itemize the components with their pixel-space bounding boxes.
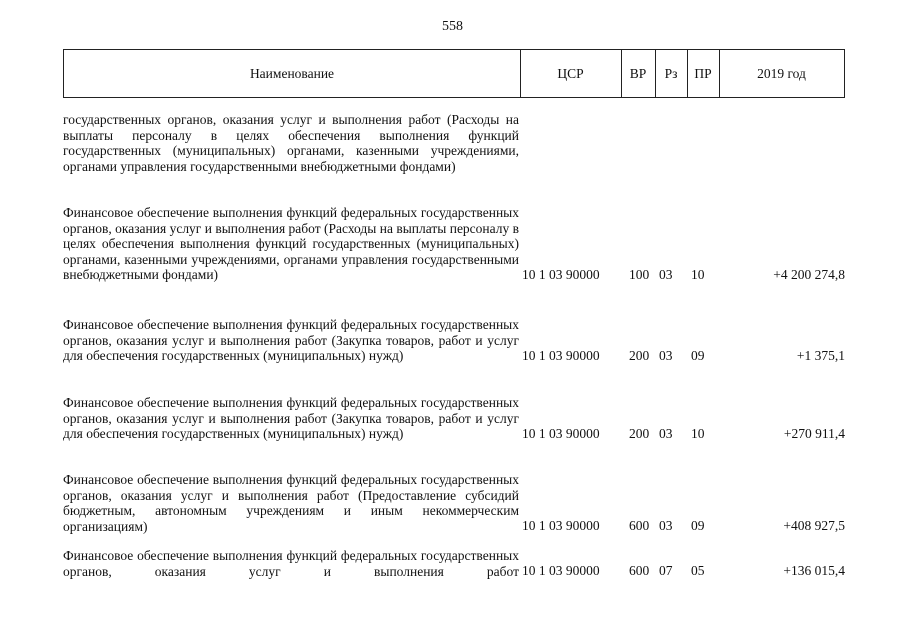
- row-vr: 200: [629, 425, 650, 441]
- row-name: Финансовое обеспечение выполнения функций федеральных государственных органов, оказания услуг и выполнения работ: [63, 548, 519, 579]
- row-name: государственных органов, оказания услуг и выполнения работ (Расходы на выплаты персоналу в целях обеспечения выполнения функций государственных (муниципальных) органами, казенными учреждениями, органами управления государственными внебюджетными фондами): [63, 112, 519, 174]
- header-name: Наименование: [249, 66, 335, 81]
- row-rz: 07: [659, 563, 673, 579]
- row-csr: 10 1 03 90000: [522, 266, 600, 282]
- table-row: [63, 472, 845, 534]
- row-csr: 10 1 03 90000: [522, 425, 600, 441]
- row-vr: 600: [629, 518, 650, 534]
- row-vr: 100: [629, 266, 650, 282]
- row-rz: 03: [659, 347, 673, 363]
- row-name: Финансовое обеспечение выполнения функций федеральных государственных органов, оказания услуг и выполнения работ (Предоставление субсидий бюджетным, автономным учреждениям и иным некоммерческим организациям): [63, 472, 519, 534]
- header-pr: ПР: [694, 66, 712, 81]
- table-row: [63, 205, 845, 283]
- header-rz: Рз: [664, 66, 678, 81]
- table-row: [63, 112, 845, 174]
- row-csr: 10 1 03 90000: [522, 518, 600, 534]
- row-csr: 10 1 03 90000: [522, 347, 600, 363]
- row-amount: +4 200 274,8: [773, 266, 845, 282]
- row-vr: 200: [629, 347, 650, 363]
- header-year: 2019 год: [757, 66, 806, 81]
- row-amount: +136 015,4: [783, 563, 845, 579]
- page-number: 558: [442, 19, 463, 34]
- row-name: Финансовое обеспечение выполнения функций федеральных государственных органов, оказания услуг и выполнения работ (Закупка товаров, работ и услуг для обеспечения государственных (муниципальных) нужд): [63, 395, 519, 442]
- row-pr: 09: [691, 518, 705, 534]
- row-rz: 03: [659, 425, 673, 441]
- row-name: Финансовое обеспечение выполнения функций федеральных государственных органов, оказания услуг и выполнения работ (Расходы на выплаты персоналу в целях обеспечения выполнения функций государственных (муниципальных) органами, казенными учреждениями, органами управления государственными внебюджетными фондами): [63, 205, 519, 283]
- row-amount: +408 927,5: [783, 518, 845, 534]
- row-pr: 09: [691, 347, 705, 363]
- row-amount: +270 911,4: [783, 425, 845, 441]
- row-pr: 10: [691, 266, 705, 282]
- header-csr: ЦСР: [557, 66, 584, 81]
- row-csr: 10 1 03 90000: [522, 563, 600, 579]
- row-rz: 03: [659, 518, 673, 534]
- header-vr: ВР: [629, 66, 647, 81]
- row-rz: 03: [659, 266, 673, 282]
- table-row: [63, 317, 845, 364]
- row-amount: +1 375,1: [796, 347, 845, 363]
- row-vr: 600: [629, 563, 650, 579]
- table-row: [63, 395, 845, 442]
- row-pr: 05: [691, 563, 705, 579]
- row-pr: 10: [691, 425, 705, 441]
- table-row: [63, 548, 845, 579]
- row-name: Финансовое обеспечение выполнения функций федеральных государственных органов, оказания услуг и выполнения работ (Закупка товаров, работ и услуг для обеспечения государственных (муниципальных) нужд): [63, 317, 519, 364]
